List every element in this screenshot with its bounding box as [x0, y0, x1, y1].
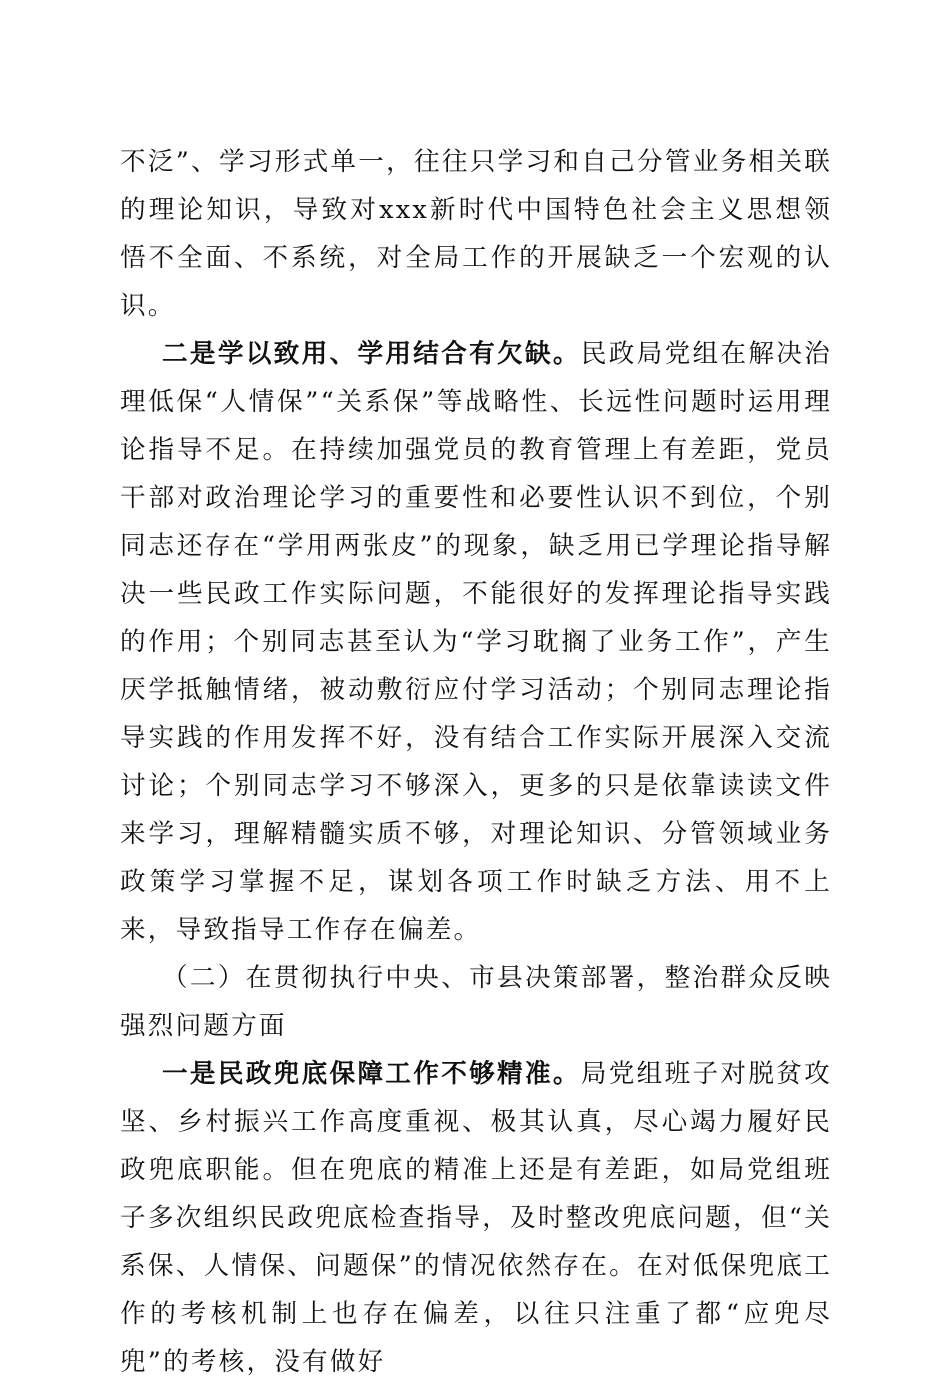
paragraph-text: 民政局党组在解决治理低保“人情保”“关系保”等战略性、长远性问题时运用理论指导不足。在持续加强党员的教育管理上有差距，党员干部对政治理论学习的重要性和必要性认识不到位，个别同志还存在“学用两张皮”的现象，缺乏用已学理论指导解决一些民政工作实际问题，不能很好的发挥理论指导实践的作用；个别同志甚至认为“学习耽搁了业务工作”，产生厌学抵触情绪，被动敷衍应付学习活动；个别同志理论指导实践的作用发挥不好，没有结合工作实际开展深入交流讨论；个别同志学习不够深入，更多的只是依靠读读文件来学习，理解精髓实质不够，对理论知识、分管领域业务政策学习掌握不足，谋划各项工作时缺乏方法、用不上来，导致指导工作存在偏差。 [120, 339, 832, 945]
paragraph-text: 不泛”、学习形式单一，往往只学习和自己分管业务相关联的理论知识，导致对xxx新时代中国特色社会主义思想领悟不全面、不系统，对全局工作的开展缺乏一个宏观的认识。 [120, 147, 832, 321]
section-heading-text: （二）在贯彻执行中央、市县决策部署，整治群众反映强烈问题方面 [120, 963, 832, 1041]
paragraph-lead: 一是民政兜底保障工作不够精准。 [162, 1059, 581, 1089]
section-heading [120, 954, 832, 1050]
paragraph-lead: 二是学以致用、学用结合有欠缺。 [162, 339, 581, 369]
paragraph-continuation [120, 138, 832, 330]
paragraph-civil-affairs-security [120, 1050, 832, 1386]
paragraph-text: 局党组班子对脱贫攻坚、乡村振兴工作高度重视、极其认真，尽心竭力履好民政兜底职能。但在兜底的精准上还是有差距，如局党组班子多次组织民政兜底检查指导，及时整改兜底问题，但“关系保、人情保、问题保”的情况依然存在。在对低保兜底工作的考核机制上也存在偏差，以往只注重了都“应兜尽兜”的考核，没有做好 [120, 1059, 832, 1377]
document-page [120, 138, 832, 1386]
paragraph-learning-application [120, 330, 832, 954]
